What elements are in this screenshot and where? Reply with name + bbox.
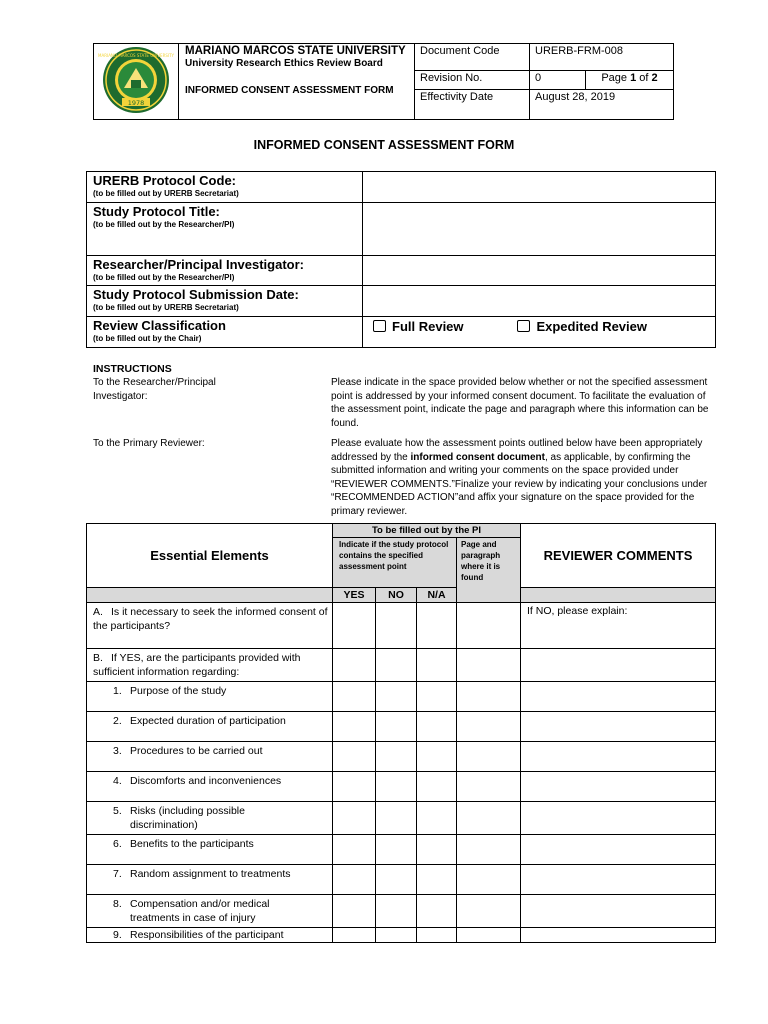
table-row [87, 772, 716, 802]
form-name: INFORMED CONSENT ASSESSMENT FORM [185, 85, 394, 97]
submission-date-field[interactable] [363, 286, 716, 317]
comment-cell[interactable] [521, 835, 716, 865]
na-cell[interactable] [417, 895, 457, 928]
doc-code-label: Document Code [415, 44, 530, 71]
protocol-title-note: (to be filled out by the Researcher/PI) [93, 220, 235, 229]
yes-cell[interactable] [333, 742, 376, 772]
no-cell[interactable] [376, 895, 417, 928]
no-cell[interactable] [376, 603, 417, 649]
yes-cell[interactable] [333, 928, 376, 943]
protocol-info-table [86, 171, 716, 348]
list-item: 8. Compensation and/or medical treatments in case of injury [87, 895, 333, 928]
yes-cell[interactable] [333, 772, 376, 802]
review-class-label-cell [87, 317, 363, 348]
effectivity-value: August 28, 2019 [530, 89, 674, 119]
page-cell[interactable] [457, 802, 521, 835]
essential-elements-header: Essential Elements [87, 524, 333, 588]
no-cell[interactable] [376, 802, 417, 835]
expedited-review-option[interactable] [517, 318, 647, 335]
document-header [93, 43, 674, 120]
no-cell[interactable] [376, 928, 417, 943]
researcher-label: Researcher/Principal Investigator: [93, 257, 304, 272]
researcher-note: (to be filled out by the Researcher/PI) [93, 273, 235, 282]
form-name-cell [179, 85, 415, 119]
list-item: 5. Risks (including possible discrimination) [87, 802, 333, 835]
table-row [87, 835, 716, 865]
no-cell[interactable] [376, 772, 417, 802]
review-class-label: Review Classification [93, 318, 226, 333]
seal-year: 1978 [127, 99, 145, 107]
na-cell[interactable] [417, 649, 457, 682]
protocol-code-field[interactable] [363, 172, 716, 203]
researcher-label-cell [87, 256, 363, 286]
full-review-option[interactable] [373, 318, 513, 336]
na-cell[interactable] [417, 772, 457, 802]
list-item: 4. Discomforts and inconveniences [87, 772, 333, 802]
comment-cell[interactable] [521, 682, 716, 712]
page-cell[interactable] [457, 682, 521, 712]
review-class-options [363, 317, 716, 348]
pi-instruction-text: Please indicate in the space provided below whether or not the specified assessment point is addressed by your informed consent document. To facilitate the evaluation of the assessment point, indicate the page and paragraph where this information can be found. [331, 377, 709, 429]
university-logo [94, 44, 179, 120]
na-cell[interactable] [417, 865, 457, 895]
comment-prompt: If NO, please explain: [527, 605, 628, 617]
protocol-title-label: Study Protocol Title: [93, 204, 220, 219]
na-cell[interactable] [417, 835, 457, 865]
submission-date-note: (to be filled out by URERB Secretariat) [93, 303, 239, 312]
page-total: 2 [651, 72, 658, 85]
protocol-title-label-cell [87, 203, 363, 256]
doc-code-value: URERB-FRM-008 [530, 44, 674, 71]
revision-value: 0 [530, 71, 586, 89]
comment-cell[interactable] [521, 928, 716, 943]
yes-cell[interactable] [333, 603, 376, 649]
no-cell[interactable] [376, 865, 417, 895]
reviewer-comments-header: REVIEWER COMMENTS [521, 524, 716, 588]
page-cell[interactable] [457, 835, 521, 865]
na-cell[interactable] [417, 712, 457, 742]
page-cell[interactable] [457, 712, 521, 742]
list-item: 1. Purpose of the study [87, 682, 333, 712]
table-row [87, 603, 716, 649]
na-cell[interactable] [417, 603, 457, 649]
comment-cell[interactable] [521, 895, 716, 928]
expedited-review-checkbox[interactable] [517, 320, 530, 332]
board-name: University Research Ethics Review Board [185, 58, 383, 69]
assessment-table [86, 523, 716, 943]
protocol-code-label: URERB Protocol Code: [93, 173, 236, 188]
list-item: 3. Procedures to be carried out [87, 742, 333, 772]
list-item: 7. Random assignment to treatments [87, 865, 333, 895]
page-cell[interactable] [457, 603, 521, 649]
instructions-heading: INSTRUCTIONS [93, 363, 172, 375]
table-row [87, 865, 716, 895]
na-cell[interactable] [417, 928, 457, 943]
pi-section-header: To be filled out by the PI [333, 524, 521, 538]
comment-cell[interactable] [521, 865, 716, 895]
pi-instruction-label: To the Researcher/Principal Investigator: [93, 377, 216, 402]
table-row [87, 649, 716, 682]
table-row [87, 742, 716, 772]
expedited-review-label: Expedited Review [536, 319, 647, 334]
no-cell[interactable] [376, 649, 417, 682]
page-cell[interactable] [457, 742, 521, 772]
comment-cell[interactable] [521, 712, 716, 742]
yes-cell[interactable] [333, 802, 376, 835]
full-review-label: Full Review [392, 319, 464, 334]
page-cell[interactable] [457, 928, 521, 943]
question-b: B. If YES, are the participants provided with sufficient information regarding: [87, 649, 333, 682]
reviewer-instruction-text: Please evaluate how the assessment points outlined below have been appropriately addressed by the informed consent document, as applicable, by confirming the submitted information and writing your comments on the space provided under “REVIEWER COMMENTS.”Finalize your review by indicating your conclusions under “RECOMMENDED ACTION”and affix your signature on the space provided for the primary reviewer. [331, 438, 708, 517]
list-item: 9. Responsibilities of the participant [87, 928, 333, 943]
page-cell[interactable] [457, 649, 521, 682]
submission-date-label: Study Protocol Submission Date: [93, 287, 299, 302]
yes-cell[interactable] [333, 835, 376, 865]
yes-cell[interactable] [333, 712, 376, 742]
no-cell[interactable] [376, 835, 417, 865]
na-column-header: N/A [417, 588, 457, 603]
yes-cell[interactable] [333, 865, 376, 895]
page-number: 1 [630, 72, 637, 85]
no-cell[interactable] [376, 682, 417, 712]
na-cell[interactable] [417, 742, 457, 772]
university-seal-icon [98, 46, 174, 114]
yes-cell[interactable] [333, 649, 376, 682]
yes-column-header: YES [333, 588, 376, 603]
protocol-code-label-cell [87, 172, 363, 203]
list-item: 6. Benefits to the participants [87, 835, 333, 865]
comment-cell[interactable] [521, 649, 716, 682]
page-cell[interactable] [457, 895, 521, 928]
table-row [87, 682, 716, 712]
na-cell[interactable] [417, 802, 457, 835]
no-column-header: NO [376, 588, 417, 603]
comment-cell[interactable] [521, 742, 716, 772]
list-item: 2. Expected duration of participation [87, 712, 333, 742]
table-row [87, 895, 716, 928]
no-cell[interactable] [376, 742, 417, 772]
comment-cell[interactable] [521, 802, 716, 835]
effectivity-label: Effectivity Date [415, 89, 530, 119]
header-spacer [87, 588, 333, 603]
seal-text: MARIANO MARCOS STATE UNIVERSITY [98, 53, 174, 58]
page-title: INFORMED CONSENT ASSESSMENT FORM [253, 138, 515, 152]
question-a: A. Is it necessary to seek the informed consent of the participants? [87, 603, 333, 649]
page-indicator: Page 1 of 2 [586, 71, 674, 89]
table-row [87, 928, 716, 943]
protocol-title-field[interactable] [363, 203, 716, 256]
page-paragraph-header: Page and paragraph where it is found [457, 538, 521, 603]
table-row [87, 802, 716, 835]
page-cell[interactable] [457, 865, 521, 895]
full-review-checkbox[interactable] [373, 320, 386, 332]
yes-cell[interactable] [333, 895, 376, 928]
reviewer-instruction-label: To the Primary Reviewer: [93, 438, 205, 449]
comment-cell[interactable] [521, 603, 716, 649]
university-name: MARIANO MARCOS STATE UNIVERSITY [185, 45, 406, 57]
comment-cell[interactable] [521, 772, 716, 802]
table-row [87, 712, 716, 742]
header-spacer [521, 588, 716, 603]
protocol-code-note: (to be filled out by URERB Secretariat) [93, 189, 239, 198]
page-cell[interactable] [457, 772, 521, 802]
review-class-note: (to be filled out by the Chair) [93, 334, 202, 343]
no-cell[interactable] [376, 712, 417, 742]
submission-date-label-cell [87, 286, 363, 317]
na-cell[interactable] [417, 682, 457, 712]
indicate-header: Indicate if the study protocol contains the specified assessment point [333, 538, 457, 588]
revision-label: Revision No. [415, 71, 530, 89]
researcher-field[interactable] [363, 256, 716, 286]
yes-cell[interactable] [333, 682, 376, 712]
